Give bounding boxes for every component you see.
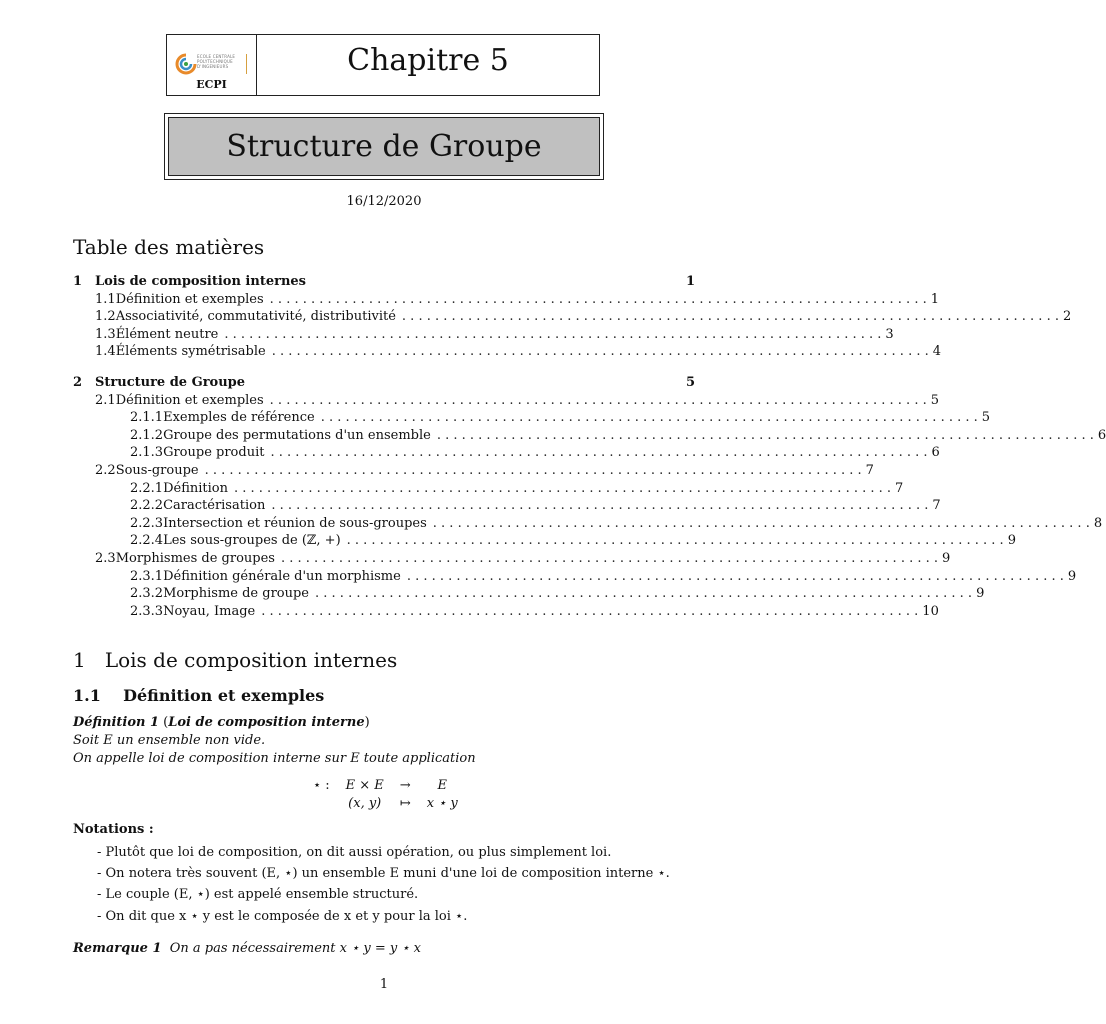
toc-entry-page: 6 (1097, 427, 1106, 443)
toc-entry-title: Intersection et réunion de sous-groupes (163, 515, 427, 531)
toc-leader-dots: . . . . . . . . . . . . . . . . . . . . . . . . . . . . . . . . . . . . . . . . . . . . . . . . . . . . . . . . . . . . . . . . . . . . . . . . . . . . . . . . (320, 410, 978, 426)
ecpi-logo-icon (175, 53, 197, 75)
subsection-heading (73, 686, 324, 705)
toc-leader-dots: . . . . . . . . . . . . . . . . . . . . . . . . . . . . . . . . . . . . . . . . . . . . . . . . . . . . . . . . . . . . . . . . . . . . . . . . . . . . . . . . (406, 568, 1064, 584)
toc-entry-number: 2.3.1 (130, 568, 164, 584)
toc-entry-page: 3 (885, 326, 894, 342)
toc-entry-page: 9 (976, 586, 985, 602)
toc-leader-dots: . . . . . . . . . . . . . . . . . . . . . . . . . . . . . . . . . . . . . . . . . . . . . . . . . . . . . . . . . . . . . . . . . . . . . . . . . . . . . . . . (315, 586, 973, 602)
toc-entry-title: Morphismes de groupes (115, 551, 275, 566)
toc-entry[interactable] (73, 515, 1103, 533)
toc-entry-title: Groupe des permutations d'un ensemble (163, 427, 431, 443)
section-number: 1 (73, 648, 86, 672)
toc-entry[interactable] (73, 462, 874, 480)
toc-entry[interactable] (73, 291, 939, 309)
mapping-element: (x, y) (348, 796, 382, 811)
toc-leader-dots: . . . . . . . . . . . . . . . . . . . . . . . . . . . . . . . . . . . . . . . . . . . . . . . . . . . . . . . . . . . . . . . . . . . . . . . . . . . . . . . . (346, 533, 1004, 549)
toc-entry-number: 2.2.1 (130, 480, 164, 496)
notations-heading: Notations : (73, 822, 154, 837)
definition-name: Loi de composition interne (168, 715, 365, 730)
date: 16/12/2020 (346, 194, 422, 209)
toc-entry-number: 1.1 (95, 291, 116, 307)
notation-item: - On notera très souvent (E, ⋆) un ensemble E muni d'une loi de composition interne ⋆. (97, 866, 670, 881)
toc-entry-page: 9 (1007, 533, 1016, 549)
toc-leader-dots: . . . . . . . . . . . . . . . . . . . . . . . . . . . . . . . . . . . . . . . . . . . . . . . . . . . . . . . . . . . . . . . . . . . . . . . . . . . . . . . . (271, 498, 929, 514)
mapsto-icon: ↦ (399, 796, 411, 811)
toc-entry-page: 10 (922, 603, 939, 619)
mapping-image: x ⋆ y (426, 796, 458, 811)
subsection-title: Définition et exemples (123, 686, 325, 705)
toc-leader-dots (312, 273, 667, 291)
toc-entry[interactable] (73, 326, 894, 344)
toc-entry-page: 7 (895, 480, 904, 496)
toc-entry[interactable] (73, 568, 1077, 586)
section-title: Lois de composition internes (104, 648, 398, 672)
toc-entry[interactable] (73, 497, 941, 515)
toc-entry-title: Noyau, Image (163, 603, 256, 619)
toc-entry-title: Définition (163, 480, 228, 496)
toc-entry-title: Lois de composition internes (95, 274, 306, 289)
toc-entry-number: 2 (73, 375, 83, 390)
toc-entry-title: Définition et exemples (115, 291, 264, 307)
toc-entry-title: Caractérisation (163, 498, 266, 514)
toc-entry[interactable] (73, 273, 695, 291)
toc-entry[interactable] (73, 374, 695, 392)
toc-entry-number: 2.2.3 (130, 515, 164, 531)
toc-entry-number: 2.2.4 (130, 533, 164, 549)
toc-entry-page: 7 (932, 498, 941, 514)
toc-leader-dots: . . . . . . . . . . . . . . . . . . . . . . . . . . . . . . . . . . . . . . . . . . . . . . . . . . . . . . . . . . . . . . . . . . . . . . . . . . . . . . . . (436, 427, 1094, 443)
toc-leader-dots: . . . . . . . . . . . . . . . . . . . . . . . . . . . . . . . . . . . . . . . . . . . . . . . . . . . . . . . . . . . . . . . . . . . . . . . . . . . . . . . . (270, 445, 928, 461)
chapter-header (166, 34, 600, 96)
toc-entry[interactable] (73, 532, 1016, 550)
toc-entry-number: 2.3.2 (130, 586, 164, 602)
toc-leader-dots: . . . . . . . . . . . . . . . . . . . . . . . . . . . . . . . . . . . . . . . . . . . . . . . . . . . . . . . . . . . . . . . . . . . . . . . . . . . . . . . . (280, 551, 939, 566)
toc-entry-page: 5 (685, 375, 695, 390)
page-number: 1 (379, 977, 389, 992)
toc-leader-dots: . . . . . . . . . . . . . . . . . . . . . . . . . . . . . . . . . . . . . . . . . . . . . . . . . . . . . . . . . . . . . . . . . . . . . . . . . . . . . . . . (401, 309, 1059, 325)
title-box (164, 113, 604, 180)
toc-entry[interactable] (73, 550, 951, 568)
section-heading (73, 648, 397, 672)
logo-text: ECOLE CENTRALE POLYTECHNIQUE D'INGENIEURS (197, 54, 236, 69)
toc-entry-number: 2.1.1 (130, 410, 164, 426)
toc-leader-dots (251, 374, 667, 392)
definition-line: On appelle loi de composition interne sur E toute application (73, 751, 476, 766)
toc-leader-dots: . . . . . . . . . . . . . . . . . . . . . . . . . . . . . . . . . . . . . . . . . . . . . . . . . . . . . . . . . . . . . . . . . . . . . . . . . . . . . . . . (432, 515, 1090, 531)
toc-entry[interactable] (73, 603, 939, 621)
toc-entry[interactable] (73, 392, 939, 410)
remark (73, 941, 421, 956)
mapping-codomain: E (437, 778, 447, 793)
toc-entry-title: Sous-groupe (115, 463, 199, 478)
toc-entry-title: Les sous-groupes de (ℤ, +) (163, 533, 341, 549)
toc-entry-page: 1 (685, 274, 695, 289)
operator-symbol: ⋆ : (313, 778, 330, 793)
toc-entry-title: Structure de Groupe (95, 375, 246, 390)
mapping-formula (305, 777, 466, 813)
toc-entry-page: 7 (865, 463, 874, 478)
toc-entry-title: Définition générale d'un morphisme (163, 568, 401, 584)
toc-entry-title: Élément neutre (115, 326, 219, 342)
toc-entry-title: Éléments symétrisable (115, 344, 266, 360)
toc-entry-number: 2.1.3 (130, 445, 164, 461)
toc-entry-page: 5 (930, 392, 939, 408)
notation-item: - Le couple (E, ⋆) est appelé ensemble structuré. (97, 887, 419, 902)
toc-entry-page: 9 (942, 551, 951, 566)
notation-item: - Plutôt que loi de composition, on dit aussi opération, ou plus simplement loi. (97, 845, 612, 860)
toc-entry-number: 2.1.2 (130, 427, 164, 443)
toc-entry-page: 2 (1062, 309, 1072, 325)
toc-leader-dots: . . . . . . . . . . . . . . . . . . . . . . . . . . . . . . . . . . . . . . . . . . . . . . . . . . . . . . . . . . . . . . . . . . . . . . . . . . . . . . . . (261, 603, 919, 619)
toc-entry-page: 4 (932, 344, 942, 360)
toc-entry-number: 2.2 (95, 463, 116, 478)
subsection-number: 1.1 (73, 686, 101, 705)
toc-entry[interactable] (73, 444, 940, 462)
toc-entry-page: 9 (1067, 568, 1077, 584)
toc-entry-number: 1.3 (95, 326, 116, 342)
toc-leader-dots: . . . . . . . . . . . . . . . . . . . . . . . . . . . . . . . . . . . . . . . . . . . . . . . . . . . . . . . . . . . . . . . . . . . . . . . . . . . . . . . . (269, 392, 927, 408)
toc-entry-title: Définition et exemples (115, 392, 264, 408)
toc-entry-page: 6 (931, 445, 940, 461)
arrow-icon: → (399, 778, 411, 793)
toc-entry[interactable] (73, 343, 942, 361)
toc-entry-number: 2.2.2 (130, 498, 164, 514)
remark-text: On a pas nécessairement x ⋆ y = y ⋆ x (169, 941, 421, 956)
toc-entry[interactable] (73, 480, 904, 498)
toc-entry-page: 8 (1093, 515, 1103, 531)
toc-leader-dots: . . . . . . . . . . . . . . . . . . . . . . . . . . . . . . . . . . . . . . . . . . . . . . . . . . . . . . . . . . . . . . . . . . . . . . . . . . . . . . . . (233, 480, 892, 496)
toc-entry-title: Groupe produit (163, 445, 265, 461)
toc-entry-title: Exemples de référence (163, 410, 315, 426)
definition-header: Définition 1 (Loi de composition interne) (73, 715, 370, 730)
toc-entry[interactable] (73, 409, 991, 427)
mapping-domain: E × E (345, 778, 384, 793)
toc-entry-page: 1 (930, 291, 939, 307)
toc-entry[interactable] (73, 308, 1072, 326)
chapter-title: Chapitre 5 (347, 43, 509, 78)
toc-entry[interactable] (73, 427, 1106, 445)
toc-entry-title: Morphisme de groupe (163, 586, 310, 602)
toc-entry-number: 2.3.3 (130, 603, 164, 619)
toc-entry[interactable] (73, 585, 985, 603)
toc-leader-dots: . . . . . . . . . . . . . . . . . . . . . . . . . . . . . . . . . . . . . . . . . . . . . . . . . . . . . . . . . . . . . . . . . . . . . . . . . . . . . . . . (269, 291, 927, 307)
toc-entry-number: 2.3 (95, 551, 116, 566)
toc-entry-number: 2.1 (95, 392, 116, 408)
toc-leader-dots: . . . . . . . . . . . . . . . . . . . . . . . . . . . . . . . . . . . . . . . . . . . . . . . . . . . . . . . . . . . . . . . . . . . . . . . . . . . . . . . . (271, 344, 929, 360)
toc-entry-number: 1.2 (95, 309, 116, 325)
logo-short-name: ECPI (196, 78, 227, 91)
document-title: Structure de Groupe (168, 117, 600, 176)
notation-item: - On dit que x ⋆ y est le composée de x et y pour la loi ⋆. (97, 909, 468, 924)
remark-label: Remarque 1 (73, 941, 162, 956)
toc-heading: Table des matières (73, 235, 265, 259)
toc-leader-dots: . . . . . . . . . . . . . . . . . . . . . . . . . . . . . . . . . . . . . . . . . . . . . . . . . . . . . . . . . . . . . . . . . . . . . . . . . . . . . . . . (224, 326, 882, 342)
definition-line: Soit E un ensemble non vide. (73, 733, 266, 748)
toc-entry-page: 5 (981, 410, 991, 426)
toc-leader-dots: . . . . . . . . . . . . . . . . . . . . . . . . . . . . . . . . . . . . . . . . . . . . . . . . . . . . . . . . . . . . . . . . . . . . . . . . . . . . . . . . (204, 463, 862, 478)
definition-label: Définition 1 (73, 715, 160, 730)
logo (167, 35, 257, 95)
toc-entry-number: 1 (73, 274, 83, 289)
toc-entry-title: Associativité, commutativité, distributivité (115, 309, 396, 325)
toc-entry-number: 1.4 (95, 344, 116, 360)
